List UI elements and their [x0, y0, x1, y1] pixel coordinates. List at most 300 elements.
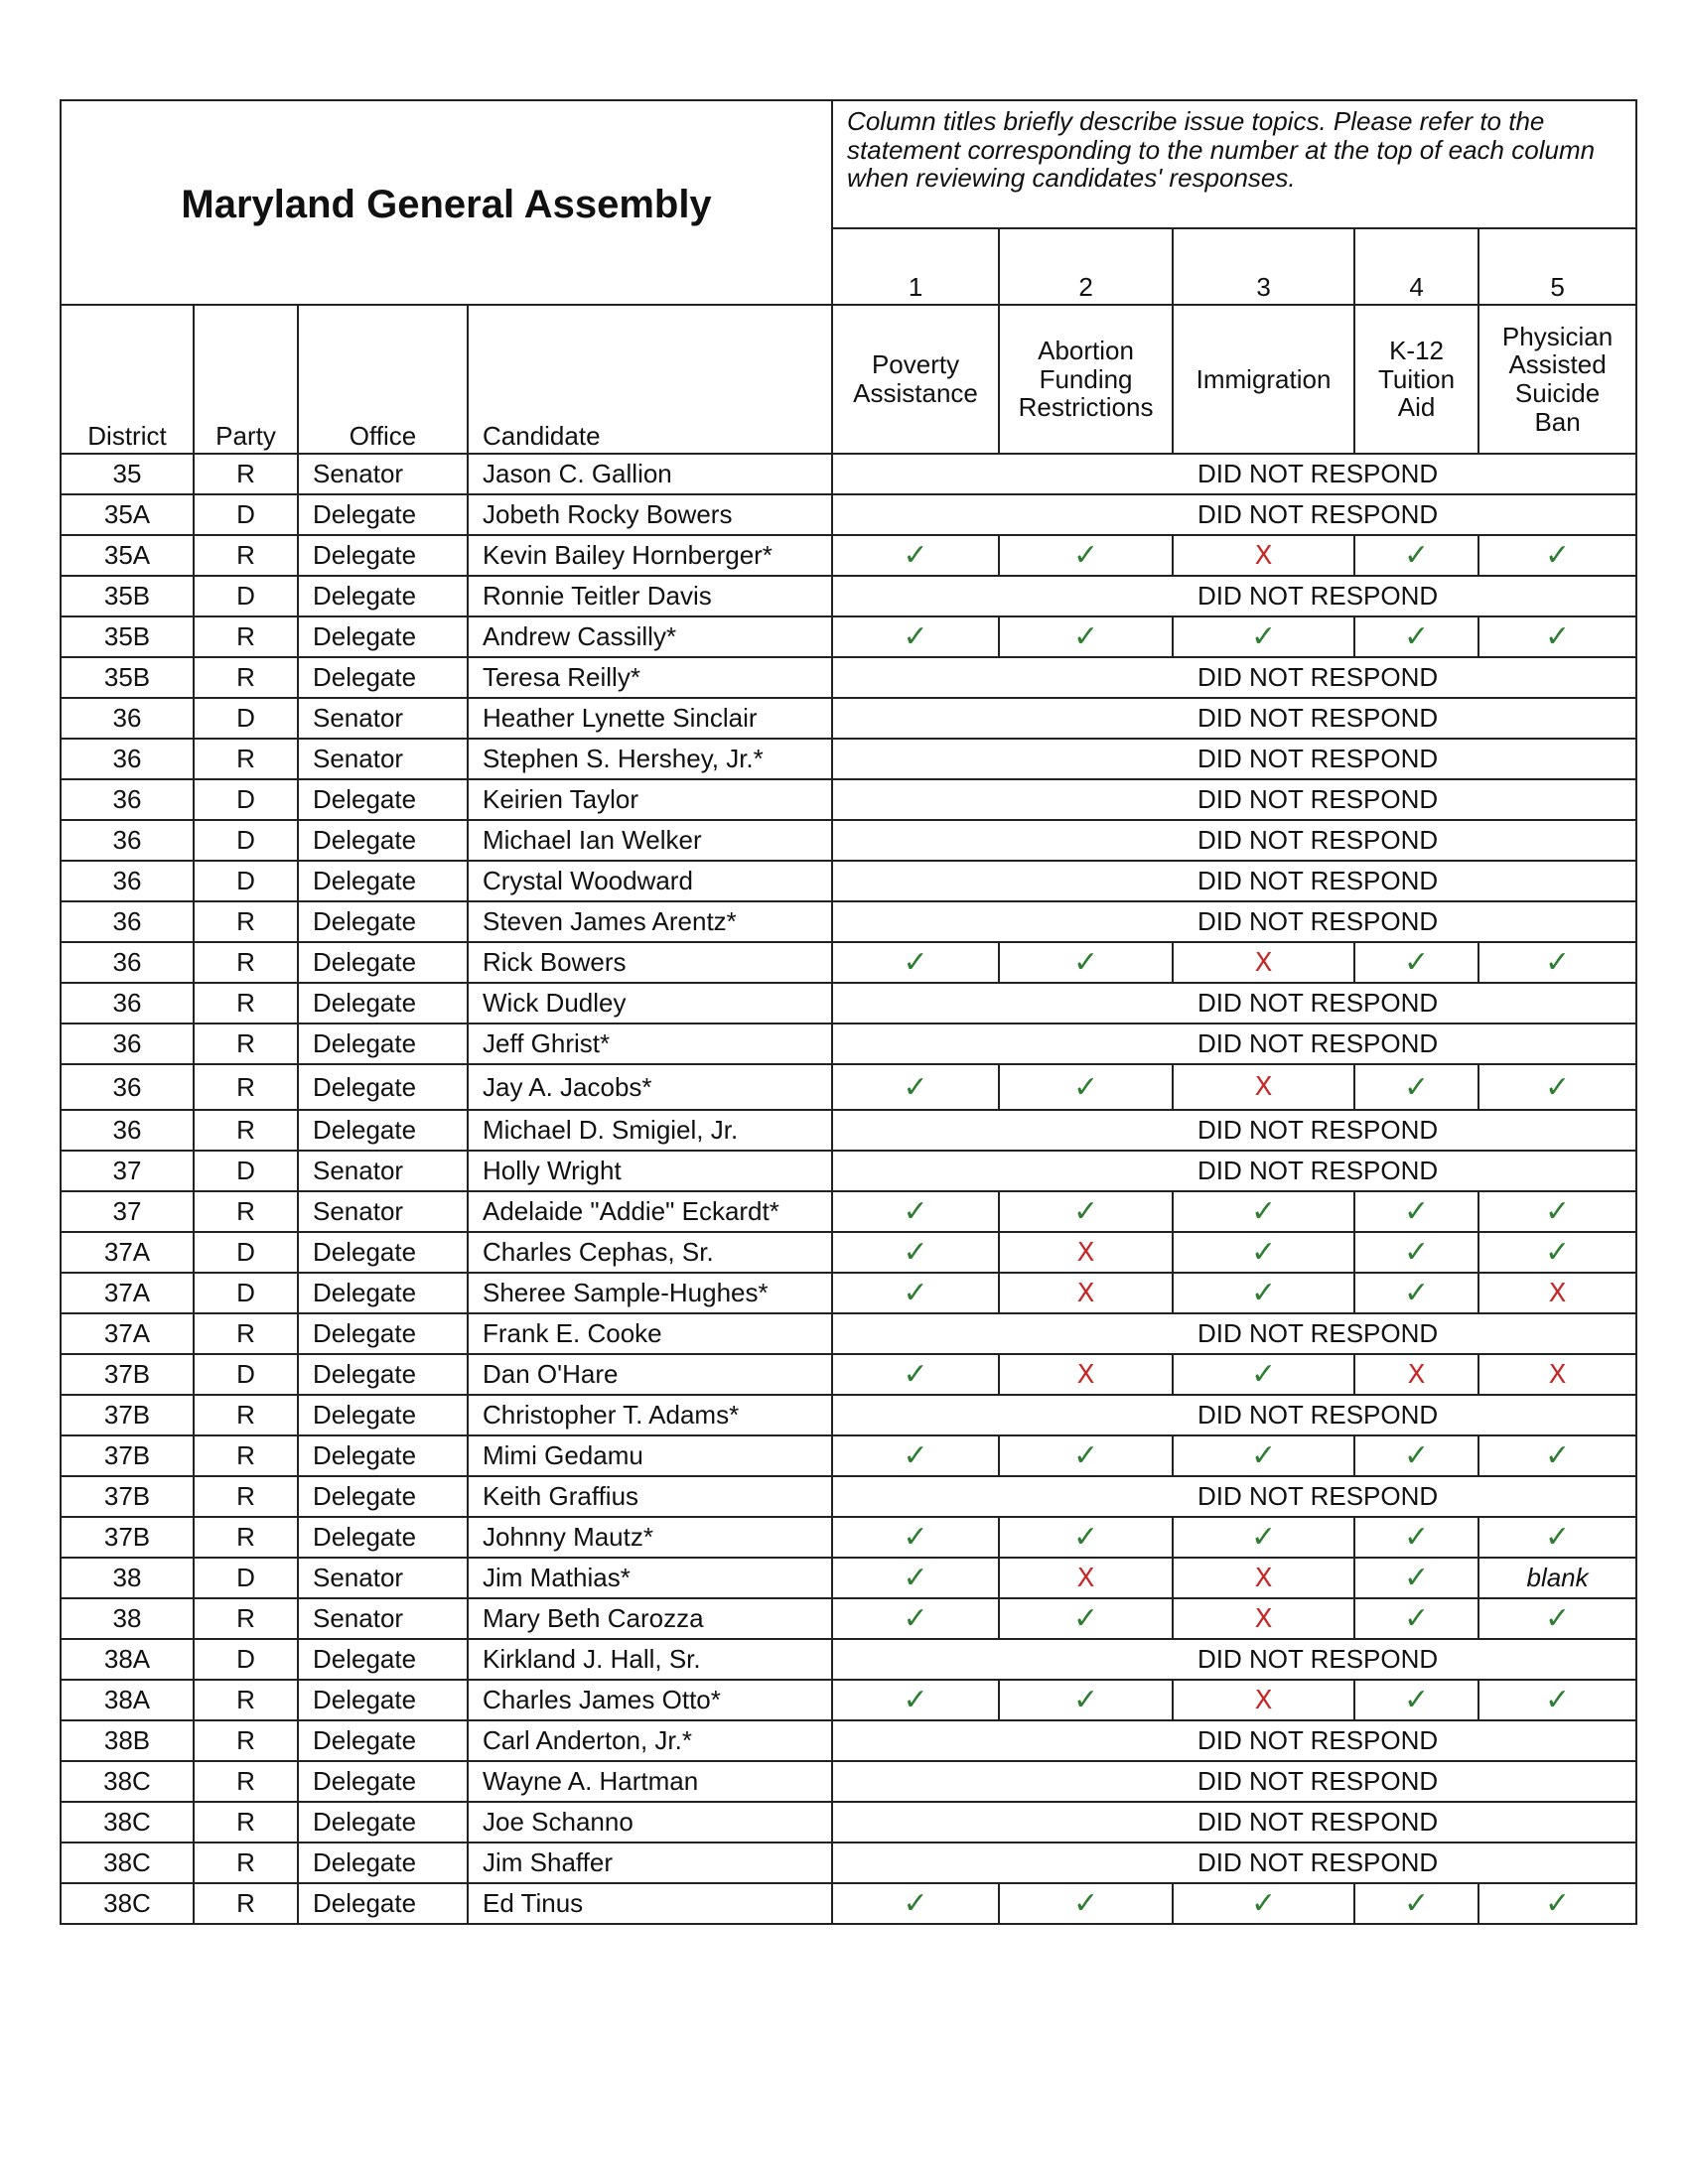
- did-not-respond-cell: [832, 657, 1636, 698]
- response-cell-5: [1478, 942, 1636, 983]
- did-not-respond-label: DID NOT RESPOND: [1196, 581, 1439, 612]
- party-cell: R: [194, 1598, 298, 1639]
- table-row: [61, 1639, 1636, 1680]
- response-cell-3: [1173, 942, 1354, 983]
- district-cell: 36: [61, 942, 194, 983]
- issue-topic-line: Assisted: [1508, 349, 1607, 380]
- district-cell: 35A: [61, 494, 194, 535]
- office-cell: Delegate: [298, 1476, 468, 1517]
- response-cell-3: [1173, 1273, 1354, 1313]
- party-cell: R: [194, 1110, 298, 1151]
- issue-topic-line: Assistance: [853, 378, 978, 408]
- district-cell: 36: [61, 1064, 194, 1110]
- response-cell-2: [999, 535, 1173, 576]
- response-cell-5: [1478, 1883, 1636, 1924]
- did-not-respond-label: DID NOT RESPOND: [1196, 825, 1439, 856]
- column-header-row: [61, 305, 1636, 454]
- response-cell-5: [1478, 535, 1636, 576]
- response-cell-5: [1478, 1191, 1636, 1232]
- checkmark-icon: ✓: [903, 1069, 928, 1105]
- cross-icon: X: [1254, 540, 1273, 571]
- candidate-cell: Jason C. Gallion: [468, 454, 832, 494]
- district-cell: 38B: [61, 1720, 194, 1761]
- response-cell-4: [1354, 1064, 1478, 1110]
- table-row: [61, 739, 1636, 779]
- issue-topic-line: Physician: [1501, 321, 1614, 351]
- candidate-cell: Charles Cephas, Sr.: [468, 1232, 832, 1273]
- office-cell: Delegate: [298, 820, 468, 861]
- did-not-respond-cell: [832, 779, 1636, 820]
- cross-icon: X: [1076, 1563, 1095, 1593]
- response-cell-3: [1173, 1064, 1354, 1110]
- table-row: [61, 983, 1636, 1024]
- issue-topic-line: Ban: [1534, 406, 1581, 437]
- candidate-cell: Keith Graffius: [468, 1476, 832, 1517]
- cross-icon: X: [1548, 1278, 1567, 1308]
- did-not-respond-cell: [832, 1639, 1636, 1680]
- issue-number-5: 5: [1478, 228, 1636, 305]
- response-cell-2: [999, 616, 1173, 657]
- issue-topic-line: Suicide: [1514, 378, 1601, 408]
- candidate-cell: Heather Lynette Sinclair: [468, 698, 832, 739]
- table-row: [61, 1110, 1636, 1151]
- did-not-respond-cell: [832, 1151, 1636, 1191]
- candidate-cell: Joe Schanno: [468, 1802, 832, 1843]
- district-cell: 37: [61, 1151, 194, 1191]
- candidate-cell: Stephen S. Hershey, Jr.*: [468, 739, 832, 779]
- party-cell: R: [194, 1680, 298, 1720]
- response-cell-4: [1354, 1680, 1478, 1720]
- candidate-cell: Frank E. Cooke: [468, 1313, 832, 1354]
- district-cell: 38C: [61, 1883, 194, 1924]
- table-row: [61, 1273, 1636, 1313]
- response-cell-5: [1478, 1558, 1636, 1598]
- district-cell: 38C: [61, 1843, 194, 1883]
- district-cell: 36: [61, 698, 194, 739]
- checkmark-icon: ✓: [1250, 1438, 1277, 1473]
- response-cell-1: [832, 1883, 999, 1924]
- office-cell: Delegate: [298, 983, 468, 1024]
- response-cell-4: [1354, 1435, 1478, 1476]
- title-cell: [61, 100, 832, 305]
- response-cell-3: [1173, 535, 1354, 576]
- table-row: [61, 1024, 1636, 1064]
- response-cell-3: [1173, 1354, 1354, 1395]
- checkmark-icon: ✓: [1403, 538, 1430, 573]
- office-cell: Delegate: [298, 1720, 468, 1761]
- did-not-respond-label: DID NOT RESPOND: [1196, 906, 1439, 937]
- did-not-respond-label: DID NOT RESPOND: [1196, 499, 1439, 530]
- office-cell: Delegate: [298, 901, 468, 942]
- did-not-respond-cell: [832, 698, 1636, 739]
- did-not-respond-cell: [832, 901, 1636, 942]
- cross-icon: X: [1254, 1685, 1273, 1715]
- issue-topic-line: Restrictions: [1018, 392, 1154, 423]
- response-cell-2: [999, 1354, 1173, 1395]
- response-cell-5: [1478, 1273, 1636, 1313]
- checkmark-icon: ✓: [1250, 1235, 1277, 1270]
- checkmark-icon: ✓: [1072, 1520, 1099, 1555]
- district-cell: 36: [61, 1110, 194, 1151]
- checkmark-icon: ✓: [1403, 1886, 1430, 1921]
- checkmark-icon: ✓: [1403, 945, 1430, 980]
- response-cell-3: [1173, 1883, 1354, 1924]
- candidate-cell: Jobeth Rocky Bowers: [468, 494, 832, 535]
- header-office: Office: [298, 305, 468, 454]
- response-cell-5: [1478, 1680, 1636, 1720]
- party-cell: R: [194, 1395, 298, 1435]
- table-row: [61, 454, 1636, 494]
- checkmark-icon: ✓: [903, 1276, 928, 1310]
- did-not-respond-cell: [832, 820, 1636, 861]
- party-cell: D: [194, 1151, 298, 1191]
- checkmark-icon: ✓: [1403, 1235, 1430, 1270]
- district-cell: 36: [61, 983, 194, 1024]
- office-cell: Delegate: [298, 942, 468, 983]
- checkmark-icon: ✓: [1250, 1886, 1277, 1921]
- office-cell: Senator: [298, 739, 468, 779]
- response-cell-2: [999, 1598, 1173, 1639]
- table-row: [61, 494, 1636, 535]
- response-cell-2: [999, 1191, 1173, 1232]
- candidate-cell: Ed Tinus: [468, 1883, 832, 1924]
- party-cell: R: [194, 739, 298, 779]
- candidate-cell: Ronnie Teitler Davis: [468, 576, 832, 616]
- response-cell-1: [832, 1064, 999, 1110]
- response-cell-4: [1354, 942, 1478, 983]
- party-cell: R: [194, 616, 298, 657]
- checkmark-icon: ✓: [1250, 1194, 1277, 1229]
- party-cell: R: [194, 1802, 298, 1843]
- table-row: [61, 1720, 1636, 1761]
- response-cell-1: [832, 1517, 999, 1558]
- office-cell: Delegate: [298, 1064, 468, 1110]
- candidate-cell: Adelaide "Addie" Eckardt*: [468, 1191, 832, 1232]
- response-cell-5: [1478, 1064, 1636, 1110]
- did-not-respond-cell: [832, 1802, 1636, 1843]
- office-cell: Senator: [298, 1191, 468, 1232]
- office-cell: Delegate: [298, 1680, 468, 1720]
- did-not-respond-cell: [832, 1720, 1636, 1761]
- issue-topic-line: Immigration: [1196, 363, 1332, 394]
- candidate-cell: Charles James Otto*: [468, 1680, 832, 1720]
- checkmark-icon: ✓: [1403, 1561, 1430, 1595]
- issue-topic-line: K-12: [1389, 336, 1444, 366]
- table-row: [61, 1354, 1636, 1395]
- checkmark-icon: ✓: [903, 1438, 928, 1473]
- checkmark-icon: ✓: [1545, 1069, 1571, 1105]
- did-not-respond-label: DID NOT RESPOND: [1196, 1725, 1439, 1756]
- table-row: [61, 1843, 1636, 1883]
- checkmark-icon: ✓: [1545, 945, 1571, 980]
- response-cell-3: [1173, 1598, 1354, 1639]
- checkmark-icon: ✓: [1250, 619, 1277, 654]
- district-cell: 37B: [61, 1517, 194, 1558]
- party-cell: R: [194, 1883, 298, 1924]
- did-not-respond-cell: [832, 1024, 1636, 1064]
- response-cell-5: [1478, 616, 1636, 657]
- district-cell: 36: [61, 861, 194, 901]
- response-cell-3: [1173, 1680, 1354, 1720]
- response-cell-1: [832, 535, 999, 576]
- table-row: [61, 1598, 1636, 1639]
- party-cell: R: [194, 1761, 298, 1802]
- did-not-respond-label: DID NOT RESPOND: [1196, 662, 1439, 693]
- candidate-cell: Holly Wright: [468, 1151, 832, 1191]
- candidate-cell: Christopher T. Adams*: [468, 1395, 832, 1435]
- response-cell-4: [1354, 1354, 1478, 1395]
- response-cell-2: [999, 1680, 1173, 1720]
- candidate-cell: Jeff Ghrist*: [468, 1024, 832, 1064]
- response-cell-4: [1354, 1232, 1478, 1273]
- checkmark-icon: ✓: [1545, 1438, 1571, 1473]
- district-cell: 37B: [61, 1395, 194, 1435]
- did-not-respond-label: DID NOT RESPOND: [1196, 1028, 1439, 1059]
- blank-response: blank: [1526, 1563, 1589, 1593]
- checkmark-icon: ✓: [1072, 1194, 1099, 1229]
- table-row: [61, 1064, 1636, 1110]
- issue-topic-5: [1478, 305, 1636, 454]
- checkmark-icon: ✓: [1072, 619, 1099, 654]
- response-cell-4: [1354, 1598, 1478, 1639]
- response-cell-4: [1354, 1558, 1478, 1598]
- table-row: [61, 1191, 1636, 1232]
- checkmark-icon: ✓: [1403, 1194, 1430, 1229]
- issue-topic-2: [999, 305, 1173, 454]
- response-cell-5: [1478, 1435, 1636, 1476]
- table-row: [61, 1558, 1636, 1598]
- checkmark-icon: ✓: [1072, 1886, 1099, 1921]
- checkmark-icon: ✓: [1072, 1683, 1099, 1717]
- did-not-respond-label: DID NOT RESPOND: [1196, 1481, 1439, 1512]
- party-cell: D: [194, 1558, 298, 1598]
- party-cell: R: [194, 1435, 298, 1476]
- office-cell: Delegate: [298, 1395, 468, 1435]
- party-cell: R: [194, 901, 298, 942]
- candidate-cell: Keirien Taylor: [468, 779, 832, 820]
- issue-topic-line: Funding: [1039, 363, 1133, 394]
- page-title: Maryland General Assembly: [181, 183, 712, 226]
- table-row: [61, 1761, 1636, 1802]
- issue-topic-line: Tuition: [1378, 363, 1456, 394]
- response-cell-1: [832, 1191, 999, 1232]
- table-row: [61, 1435, 1636, 1476]
- party-cell: R: [194, 1720, 298, 1761]
- district-cell: 37A: [61, 1313, 194, 1354]
- did-not-respond-label: DID NOT RESPOND: [1196, 1847, 1439, 1878]
- party-cell: R: [194, 1843, 298, 1883]
- checkmark-icon: ✓: [1072, 1069, 1099, 1105]
- checkmark-icon: ✓: [1072, 1601, 1099, 1636]
- did-not-respond-label: DID NOT RESPOND: [1196, 1807, 1439, 1838]
- did-not-respond-cell: [832, 576, 1636, 616]
- response-cell-3: [1173, 1191, 1354, 1232]
- checkmark-icon: ✓: [1545, 538, 1571, 573]
- issue-topic-3: [1173, 305, 1354, 454]
- issue-number-1: 1: [832, 228, 999, 305]
- did-not-respond-cell: [832, 1476, 1636, 1517]
- checkmark-icon: ✓: [903, 1683, 928, 1717]
- header-party: Party: [194, 305, 298, 454]
- issue-topic-line: Aid: [1397, 392, 1436, 423]
- checkmark-icon: ✓: [1545, 1886, 1571, 1921]
- issue-topic-line: Poverty: [871, 349, 960, 380]
- office-cell: Delegate: [298, 1435, 468, 1476]
- checkmark-icon: ✓: [1250, 1357, 1277, 1392]
- candidate-cell: Carl Anderton, Jr.*: [468, 1720, 832, 1761]
- checkmark-icon: ✓: [1545, 619, 1571, 654]
- did-not-respond-label: DID NOT RESPOND: [1196, 1318, 1439, 1349]
- cross-icon: X: [1254, 1563, 1273, 1593]
- checkmark-icon: ✓: [1250, 1520, 1277, 1555]
- candidate-cell: Wayne A. Hartman: [468, 1761, 832, 1802]
- table-row: [61, 535, 1636, 576]
- district-cell: 37B: [61, 1476, 194, 1517]
- table-row: [61, 657, 1636, 698]
- response-cell-2: [999, 1232, 1173, 1273]
- response-cell-3: [1173, 1232, 1354, 1273]
- district-cell: 36: [61, 1024, 194, 1064]
- party-cell: D: [194, 1232, 298, 1273]
- party-cell: R: [194, 983, 298, 1024]
- response-cell-3: [1173, 1435, 1354, 1476]
- cross-icon: X: [1407, 1359, 1426, 1390]
- district-cell: 36: [61, 820, 194, 861]
- table-row: [61, 1151, 1636, 1191]
- office-cell: Delegate: [298, 1354, 468, 1395]
- district-cell: 36: [61, 739, 194, 779]
- response-cell-4: [1354, 1517, 1478, 1558]
- checkmark-icon: ✓: [903, 538, 928, 573]
- checkmark-icon: ✓: [1403, 1276, 1430, 1310]
- did-not-respond-cell: [832, 494, 1636, 535]
- did-not-respond-cell: [832, 983, 1636, 1024]
- candidate-cell: Crystal Woodward: [468, 861, 832, 901]
- did-not-respond-cell: [832, 1843, 1636, 1883]
- response-cell-5: [1478, 1232, 1636, 1273]
- did-not-respond-cell: [832, 454, 1636, 494]
- response-cell-1: [832, 1558, 999, 1598]
- response-cell-5: [1478, 1517, 1636, 1558]
- header-district: District: [61, 305, 194, 454]
- table-row: [61, 1476, 1636, 1517]
- instructions-note: Column titles briefly describe issue topics. Please refer to the statement corresponding to the number at the top of each column when reviewing candidates' responses.: [832, 100, 1636, 228]
- response-cell-3: [1173, 1517, 1354, 1558]
- candidate-cell: Johnny Mautz*: [468, 1517, 832, 1558]
- candidate-cell: Jim Shaffer: [468, 1843, 832, 1883]
- candidate-cell: Wick Dudley: [468, 983, 832, 1024]
- office-cell: Delegate: [298, 1639, 468, 1680]
- checkmark-icon: ✓: [1250, 1276, 1277, 1310]
- response-cell-4: [1354, 1191, 1478, 1232]
- district-cell: 35B: [61, 657, 194, 698]
- candidate-cell: Michael D. Smigiel, Jr.: [468, 1110, 832, 1151]
- did-not-respond-cell: [832, 739, 1636, 779]
- candidate-cell: Dan O'Hare: [468, 1354, 832, 1395]
- response-cell-2: [999, 1064, 1173, 1110]
- office-cell: Delegate: [298, 1024, 468, 1064]
- office-cell: Delegate: [298, 494, 468, 535]
- response-cell-1: [832, 942, 999, 983]
- district-cell: 35B: [61, 616, 194, 657]
- cross-icon: X: [1254, 947, 1273, 978]
- table-row: [61, 1680, 1636, 1720]
- checkmark-icon: ✓: [1403, 1683, 1430, 1717]
- party-cell: R: [194, 942, 298, 983]
- did-not-respond-cell: [832, 1110, 1636, 1151]
- district-cell: 37A: [61, 1273, 194, 1313]
- party-cell: D: [194, 576, 298, 616]
- candidate-cell: Teresa Reilly*: [468, 657, 832, 698]
- issue-number-4: 4: [1354, 228, 1478, 305]
- district-cell: 38C: [61, 1802, 194, 1843]
- response-cell-1: [832, 1435, 999, 1476]
- checkmark-icon: ✓: [1403, 1438, 1430, 1473]
- table-row: [61, 820, 1636, 861]
- table-row: [61, 1883, 1636, 1924]
- district-cell: 37A: [61, 1232, 194, 1273]
- table-row: [61, 1517, 1636, 1558]
- cross-icon: X: [1076, 1278, 1095, 1308]
- issue-topic-4: [1354, 305, 1478, 454]
- did-not-respond-label: DID NOT RESPOND: [1196, 703, 1439, 734]
- checkmark-icon: ✓: [1545, 1194, 1571, 1229]
- party-cell: R: [194, 1517, 298, 1558]
- issue-topic-line: Abortion: [1038, 336, 1134, 366]
- checkmark-icon: ✓: [1545, 1520, 1571, 1555]
- checkmark-icon: ✓: [1072, 945, 1099, 980]
- party-cell: R: [194, 1476, 298, 1517]
- district-cell: 36: [61, 779, 194, 820]
- did-not-respond-cell: [832, 861, 1636, 901]
- office-cell: Delegate: [298, 1761, 468, 1802]
- party-cell: D: [194, 779, 298, 820]
- party-cell: D: [194, 861, 298, 901]
- response-cell-5: [1478, 1354, 1636, 1395]
- table-row: [61, 1232, 1636, 1273]
- response-cell-2: [999, 1435, 1173, 1476]
- candidate-survey-table: [60, 99, 1637, 1925]
- district-cell: 35B: [61, 576, 194, 616]
- checkmark-icon: ✓: [1403, 1601, 1430, 1636]
- candidate-cell: Sheree Sample-Hughes*: [468, 1273, 832, 1313]
- office-cell: Delegate: [298, 657, 468, 698]
- district-cell: 38: [61, 1598, 194, 1639]
- party-cell: R: [194, 1064, 298, 1110]
- response-cell-4: [1354, 535, 1478, 576]
- response-cell-1: [832, 1273, 999, 1313]
- party-cell: D: [194, 494, 298, 535]
- cross-icon: X: [1254, 1603, 1273, 1634]
- response-cell-4: [1354, 1883, 1478, 1924]
- office-cell: Delegate: [298, 1843, 468, 1883]
- office-cell: Delegate: [298, 861, 468, 901]
- office-cell: Delegate: [298, 616, 468, 657]
- response-cell-3: [1173, 1558, 1354, 1598]
- response-cell-4: [1354, 1273, 1478, 1313]
- response-cell-2: [999, 1517, 1173, 1558]
- cross-icon: X: [1254, 1072, 1273, 1103]
- table-row: [61, 616, 1636, 657]
- response-cell-2: [999, 942, 1173, 983]
- table-row: [61, 779, 1636, 820]
- checkmark-icon: ✓: [1545, 1601, 1571, 1636]
- did-not-respond-label: DID NOT RESPOND: [1196, 1115, 1439, 1146]
- checkmark-icon: ✓: [1072, 538, 1099, 573]
- response-cell-1: [832, 1680, 999, 1720]
- did-not-respond-label: DID NOT RESPOND: [1196, 866, 1439, 896]
- table-row: [61, 942, 1636, 983]
